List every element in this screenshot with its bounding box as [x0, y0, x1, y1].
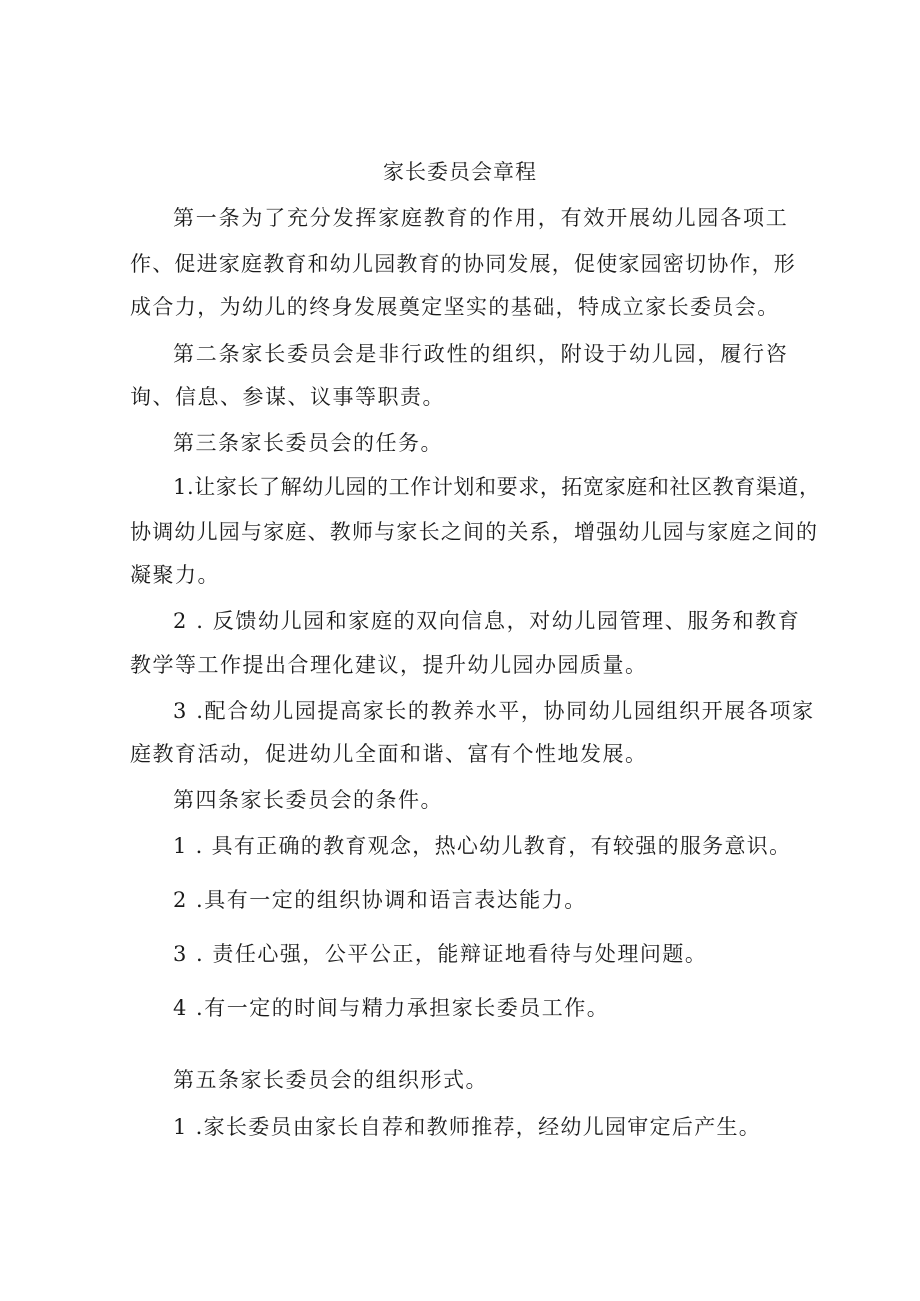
document-title: 家长委员会章程 [383, 160, 537, 184]
paragraph-line: 1 . 具有正确的教育观念，热心幼儿教育，有较强的服务意识。 [173, 834, 792, 858]
paragraph-line: 作、促进家庭教育和幼儿园教育的协同发展，促使家园密切协作，形 [130, 252, 796, 276]
paragraph-line: 第一条为了充分发挥家庭教育的作用，有效开展幼儿园各项工 [173, 206, 789, 230]
paragraph-line: 第三条家长委员会的任务。 [173, 431, 443, 455]
paragraph-line: 2 . 反馈幼儿园和家庭的双向信息，对幼儿园管理、服务和教育 [173, 609, 801, 633]
paragraph-line: 凝聚力。 [130, 563, 220, 587]
paragraph-line: 3 .配合幼儿园提高家长的教养水平，协同幼儿园组织开展各项家 [173, 699, 815, 723]
paragraph-line: 询、信息、参谋、议事等职责。 [130, 385, 445, 409]
paragraph-line: 1 .家长委员由家长自荐和教师推荐，经幼儿园审定后产生。 [173, 1115, 762, 1139]
paragraph-line: 第二条家长委员会是非行政性的组织，附设于幼儿园，履行咨 [173, 342, 789, 366]
paragraph-line: 成合力，为幼儿的终身发展奠定坚实的基础，特成立家长委员会。 [130, 295, 780, 319]
paragraph-line: 教学等工作提出合理化建议，提升幼儿园办园质量。 [130, 653, 648, 677]
paragraph-line: 3 . 责任心强，公平公正，能辩证地看待与处理问题。 [173, 942, 708, 966]
paragraph-line: 2 .具有一定的组织协调和语言表达能力。 [173, 888, 587, 912]
paragraph-line: 1.让家长了解幼儿园的工作计划和要求，拓宽家庭和社区教育渠道， [173, 475, 821, 499]
paragraph-line: 协调幼儿园与家庭、教师与家长之间的关系，增强幼儿园与家庭之间的 [130, 520, 819, 544]
paragraph-line: 4 .有一定的时间与精力承担家长委员工作。 [173, 996, 610, 1020]
paragraph-line: 第四条家长委员会的条件。 [173, 788, 443, 812]
paragraph-line: 第五条家长委员会的组织形式。 [173, 1068, 488, 1092]
paragraph-line: 庭教育活动，促进幼儿全面和谐、富有个性地发展。 [130, 742, 648, 766]
